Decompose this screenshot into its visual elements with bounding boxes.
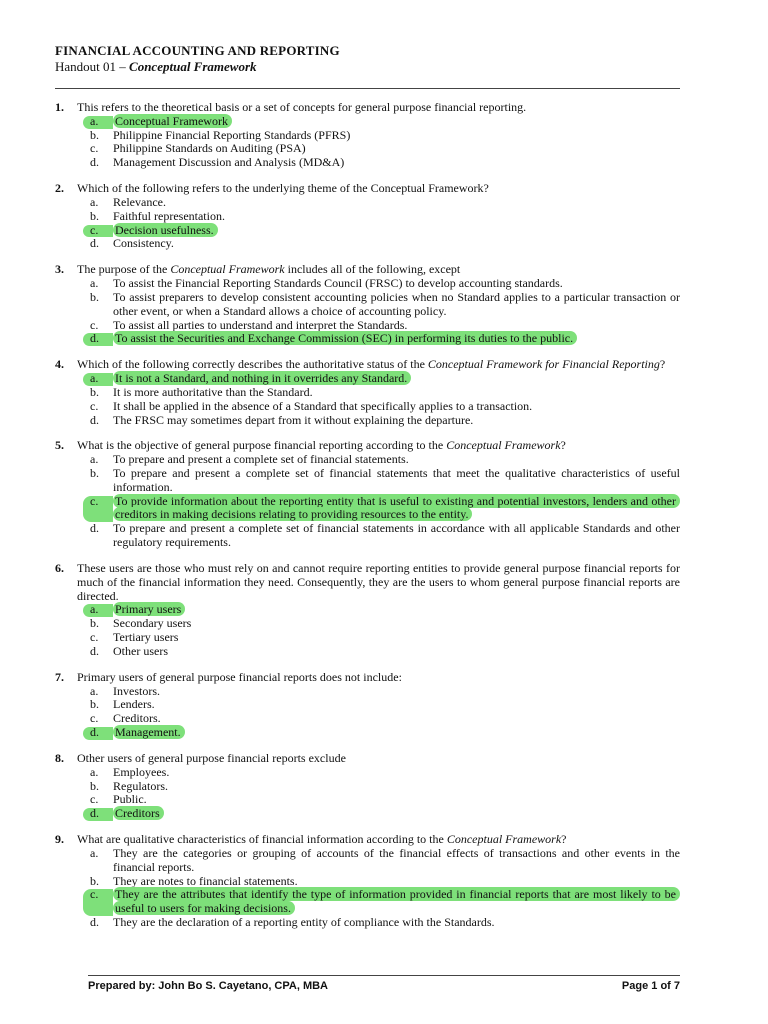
stem-emphasis: Conceptual Framework for Financial Reporting — [427, 357, 660, 372]
option-letter-text: b. — [90, 466, 99, 481]
answer-option-highlighted — [77, 372, 680, 386]
answer-highlight: Creditors — [113, 806, 164, 820]
question-item — [55, 182, 680, 251]
answer-highlight: Decision usefulness. — [113, 223, 218, 237]
option-text — [113, 780, 680, 794]
option-letter — [77, 495, 113, 523]
answer-option — [77, 291, 680, 319]
option-text — [113, 793, 680, 807]
question-stem — [77, 671, 680, 685]
option-label: Relevance. — [113, 194, 166, 209]
option-label: To prepare and present a complete set of financial statements. — [113, 452, 409, 467]
question-body — [77, 671, 680, 740]
option-letter — [77, 277, 113, 291]
option-letter — [77, 807, 113, 821]
option-label: To prepare and present a complete set of financial statements in accordance with all applicable Standards and other regulatory requirements. — [113, 521, 680, 550]
option-letter — [77, 115, 113, 129]
option-label: They are the categories or grouping of accounts of the financial effects of transactions and other events in the financial reports. — [113, 845, 680, 874]
option-letter — [77, 414, 113, 428]
answer-highlight: To provide information about the reporting entity that is useful to existing and potential investors, lenders and other creditors in making decisions relating to providing resources to the entity. — [113, 494, 680, 522]
option-label: Regulators. — [113, 778, 168, 793]
answer-options — [77, 277, 680, 346]
answer-option-highlighted — [77, 495, 680, 523]
header-divider — [55, 88, 680, 89]
option-letter — [77, 847, 113, 875]
answer-highlight: Management. — [113, 725, 185, 739]
option-letter-text: a. — [90, 113, 99, 128]
answer-option — [77, 319, 680, 333]
option-label: Public. — [113, 792, 147, 807]
question-body — [77, 833, 680, 930]
document-header — [55, 43, 340, 74]
stem-text: These users are those who must rely on and cannot require reporting entities to provide general purpose financial reports for much of the financial information they need. Consequently, they are the users to whom general purpose financial reports are directed. — [77, 561, 680, 603]
option-label: Consistency. — [113, 236, 174, 251]
option-label: Secondary users — [113, 616, 192, 631]
option-letter-text: b. — [90, 289, 99, 304]
stem-text: This refers to the theoretical basis or a set of concepts for general purpose financial reporting. — [77, 100, 527, 114]
answer-option — [77, 277, 680, 291]
option-letter-text: d. — [90, 725, 99, 739]
option-letter — [77, 888, 113, 916]
question-body — [77, 358, 680, 427]
question-item — [55, 101, 680, 170]
question-stem — [77, 562, 680, 603]
option-letter — [77, 400, 113, 414]
question-number: 5. — [55, 438, 64, 453]
option-letter-text: d. — [90, 643, 99, 658]
option-letter-text: c. — [90, 493, 99, 508]
option-text — [113, 807, 680, 821]
option-text — [113, 291, 680, 319]
question-stem — [77, 439, 680, 453]
stem-text: includes all of the following, except — [284, 262, 461, 277]
option-letter-text: a. — [90, 683, 99, 698]
option-letter-text: d. — [90, 412, 99, 427]
option-letter-text: c. — [90, 887, 99, 902]
option-letter — [77, 467, 113, 495]
answer-option — [77, 698, 680, 712]
option-letter-text: a. — [90, 845, 99, 860]
document-title: FINANCIAL ACCOUNTING AND REPORTING — [55, 43, 340, 58]
option-letter-text: c. — [90, 711, 99, 726]
question-body — [77, 752, 680, 821]
option-label: Management Discussion and Analysis (MD&A) — [113, 155, 345, 170]
option-label: To assist preparers to develop consistent accounting policies when no Standard applies to a particular transaction or other event, or when a Standard allows a choice of accounting policy. — [113, 289, 680, 318]
option-text — [113, 726, 680, 740]
document-footer — [88, 980, 680, 992]
option-letter — [77, 129, 113, 143]
question-stem — [77, 263, 680, 277]
option-text — [113, 631, 680, 645]
option-letter-text: b. — [90, 384, 99, 399]
answer-option — [77, 400, 680, 414]
option-text — [113, 319, 680, 333]
option-text — [113, 237, 680, 251]
option-text — [113, 766, 680, 780]
answer-option — [77, 196, 680, 210]
prepared-by: Prepared by: John Bo S. Cayetano, CPA, MBA — [88, 980, 329, 992]
option-letter-text: b. — [90, 778, 99, 793]
answer-options — [77, 847, 680, 930]
option-text — [113, 156, 680, 170]
option-letter — [77, 156, 113, 170]
answer-options — [77, 766, 680, 821]
option-label: The FRSC may sometimes depart from it without explaining the departure. — [113, 412, 474, 427]
answer-option — [77, 210, 680, 224]
option-label: They are notes to financial statements. — [113, 873, 298, 888]
option-letter-text: b. — [90, 873, 99, 888]
stem-text: The purpose of the — [77, 262, 171, 277]
option-letter-text: a. — [90, 764, 99, 779]
option-letter-text: a. — [90, 602, 99, 617]
subtitle-prefix: Handout 01 – — [55, 59, 130, 74]
question-item — [55, 439, 680, 549]
question-stem — [77, 182, 680, 196]
answer-option — [77, 617, 680, 631]
answer-option — [77, 712, 680, 726]
option-text — [113, 453, 680, 467]
question-item — [55, 833, 680, 930]
answer-option — [77, 386, 680, 400]
option-letter-text: c. — [90, 630, 99, 645]
answer-option — [77, 522, 680, 550]
option-label: Employees. — [113, 764, 170, 779]
option-text — [113, 115, 680, 129]
option-text — [113, 400, 680, 414]
option-letter-text: d. — [90, 236, 99, 251]
option-text — [113, 129, 680, 143]
option-letter — [77, 698, 113, 712]
option-label: Other users — [113, 643, 168, 658]
option-letter-text: a. — [90, 276, 99, 291]
option-letter — [77, 386, 113, 400]
option-letter-text: a. — [90, 371, 99, 386]
option-letter-text: c. — [90, 222, 99, 237]
stem-text: ? — [561, 832, 567, 847]
answer-option — [77, 453, 680, 467]
answer-option-highlighted — [77, 115, 680, 129]
answer-option-highlighted — [77, 224, 680, 238]
option-letter — [77, 617, 113, 631]
option-label: To assist the Financial Reporting Standards Council (FRSC) to develop accounting standards. — [113, 276, 563, 291]
answer-highlight: It is not a Standard, and nothing in it overrides any Standard. — [113, 371, 411, 385]
document-subtitle — [55, 59, 340, 74]
option-text — [113, 196, 680, 210]
option-letter-text: d. — [90, 155, 99, 170]
option-letter-text: c. — [90, 317, 99, 332]
option-label: To prepare and present a complete set of financial statements that meet the qualitative characteristics of useful information. — [113, 466, 680, 494]
option-letter-text: d. — [90, 331, 99, 346]
answer-highlight: To assist the Securities and Exchange Commission (SEC) in performing its duties to the public. — [113, 331, 577, 345]
answer-option-highlighted — [77, 888, 680, 916]
option-text — [113, 712, 680, 726]
option-text — [113, 522, 680, 550]
option-letter — [77, 645, 113, 659]
option-letter-text: b. — [90, 127, 99, 142]
answer-option — [77, 645, 680, 659]
stem-text: Which of the following correctly describes the authoritative status of the — [77, 357, 428, 372]
subtitle-topic: Conceptual Framework — [129, 59, 257, 74]
option-label: Philippine Standards on Auditing (PSA) — [113, 141, 306, 156]
question-body — [77, 263, 680, 346]
option-letter-text: a. — [90, 194, 99, 209]
option-text — [113, 414, 680, 428]
option-letter — [77, 453, 113, 467]
option-letter-text: c. — [90, 398, 99, 413]
answer-options — [77, 372, 680, 427]
answer-option — [77, 631, 680, 645]
answer-option-highlighted — [77, 807, 680, 821]
stem-text: What is the objective of general purpose financial reporting according to the — [77, 438, 447, 453]
answer-option — [77, 129, 680, 143]
option-label: It is more authoritative than the Standard. — [113, 384, 313, 399]
answer-option — [77, 237, 680, 251]
option-letter — [77, 603, 113, 617]
option-letter — [77, 712, 113, 726]
question-item — [55, 671, 680, 740]
question-number: 9. — [55, 832, 64, 847]
answer-option — [77, 467, 680, 495]
question-number: 8. — [55, 750, 64, 765]
option-text — [113, 372, 680, 386]
option-label: Faithful representation. — [113, 208, 225, 223]
option-letter — [77, 631, 113, 645]
question-stem — [77, 358, 680, 372]
question-stem — [77, 101, 680, 115]
option-label: Philippine Financial Reporting Standards (PFRS) — [113, 127, 351, 142]
answer-option — [77, 847, 680, 875]
answer-option — [77, 875, 680, 889]
answer-option — [77, 156, 680, 170]
answer-options — [77, 115, 680, 170]
question-number: 1. — [55, 100, 64, 114]
stem-emphasis: Conceptual Framework — [170, 262, 285, 277]
option-label: They are the declaration of a reporting entity of compliance with the Standards. — [113, 914, 495, 929]
stem-text: Which of the following refers to the underlying theme of the Conceptual Framework? — [77, 181, 489, 196]
option-letter-text: a. — [90, 452, 99, 467]
option-letter — [77, 372, 113, 386]
option-letter-text: b. — [90, 208, 99, 223]
option-text — [113, 645, 680, 659]
stem-text: ? — [560, 438, 566, 453]
answer-highlight: They are the attributes that identify the type of information provided in financial reports that are most likely to be useful to users for making decisions. — [113, 887, 680, 915]
question-number: 2. — [55, 181, 64, 196]
option-letter-text: c. — [90, 792, 99, 807]
question-number: 7. — [55, 669, 64, 684]
option-text — [113, 210, 680, 224]
answer-options — [77, 196, 680, 251]
option-letter-text: d. — [90, 914, 99, 929]
answer-option — [77, 766, 680, 780]
question-item — [55, 562, 680, 659]
answer-option — [77, 685, 680, 699]
answer-highlight: Primary users — [113, 602, 185, 616]
option-text — [113, 617, 680, 631]
option-label: Lenders. — [113, 697, 155, 712]
option-text — [113, 277, 680, 291]
option-label: It shall be applied in the absence of a Standard that specifically applies to a transaction. — [113, 398, 533, 413]
answer-option — [77, 780, 680, 794]
stem-text: What are qualitative characteristics of financial information according to the — [77, 832, 447, 847]
option-letter — [77, 142, 113, 156]
option-letter — [77, 522, 113, 550]
option-label: To assist all parties to understand and interpret the Standards. — [113, 317, 408, 332]
option-text — [113, 685, 680, 699]
option-letter — [77, 237, 113, 251]
option-letter — [77, 766, 113, 780]
answer-option — [77, 793, 680, 807]
question-item — [55, 358, 680, 427]
stem-text: Other users of general purpose financial reports exclude — [77, 750, 346, 765]
question-list — [55, 101, 680, 942]
question-stem — [77, 752, 680, 766]
answer-options — [77, 603, 680, 658]
question-body — [77, 562, 680, 659]
option-text — [113, 875, 680, 889]
question-body — [77, 182, 680, 251]
option-letter — [77, 196, 113, 210]
page-number: Page 1 of 7 — [621, 980, 680, 992]
option-letter-text: d. — [90, 806, 99, 821]
question-item — [55, 263, 680, 346]
answer-option-highlighted — [77, 603, 680, 617]
question-stem — [77, 833, 680, 847]
option-text — [113, 698, 680, 712]
stem-text: ? — [659, 357, 666, 372]
option-letter — [77, 726, 113, 740]
option-letter-text: d. — [90, 521, 99, 536]
option-text — [113, 916, 680, 930]
option-letter — [77, 332, 113, 346]
stem-text: Primary users of general purpose financial reports does not include: — [77, 669, 402, 684]
answer-option-highlighted — [77, 332, 680, 346]
option-text — [113, 467, 680, 495]
option-text — [113, 224, 680, 238]
answer-option — [77, 916, 680, 930]
question-body — [77, 439, 680, 549]
option-letter-text: b. — [90, 697, 99, 712]
stem-emphasis: Conceptual Framework — [446, 832, 562, 847]
answer-option — [77, 142, 680, 156]
answer-highlight: Conceptual Framework — [113, 114, 232, 128]
option-text — [113, 847, 680, 875]
option-text — [113, 888, 680, 916]
option-letter — [77, 685, 113, 699]
option-text — [113, 495, 680, 523]
answer-options — [77, 685, 680, 740]
option-text — [113, 603, 680, 617]
option-letter — [77, 916, 113, 930]
option-text — [113, 386, 680, 400]
stem-emphasis: Conceptual Framework — [446, 438, 561, 453]
question-number: 6. — [55, 561, 64, 576]
answer-option — [77, 414, 680, 428]
option-letter — [77, 780, 113, 794]
option-letter-text: c. — [90, 141, 99, 156]
option-text — [113, 332, 680, 346]
option-letter — [77, 291, 113, 319]
question-item — [55, 752, 680, 821]
question-number: 4. — [55, 357, 64, 372]
question-body — [77, 101, 680, 170]
option-letter — [77, 224, 113, 238]
option-text — [113, 142, 680, 156]
answer-option-highlighted — [77, 726, 680, 740]
answer-options — [77, 453, 680, 550]
option-letter — [77, 210, 113, 224]
option-letter-text: b. — [90, 616, 99, 631]
option-label: Creditors. — [113, 711, 161, 726]
question-number: 3. — [55, 262, 64, 277]
option-label: Investors. — [113, 683, 160, 698]
option-label: Tertiary users — [113, 630, 179, 645]
footer-divider — [88, 975, 680, 976]
